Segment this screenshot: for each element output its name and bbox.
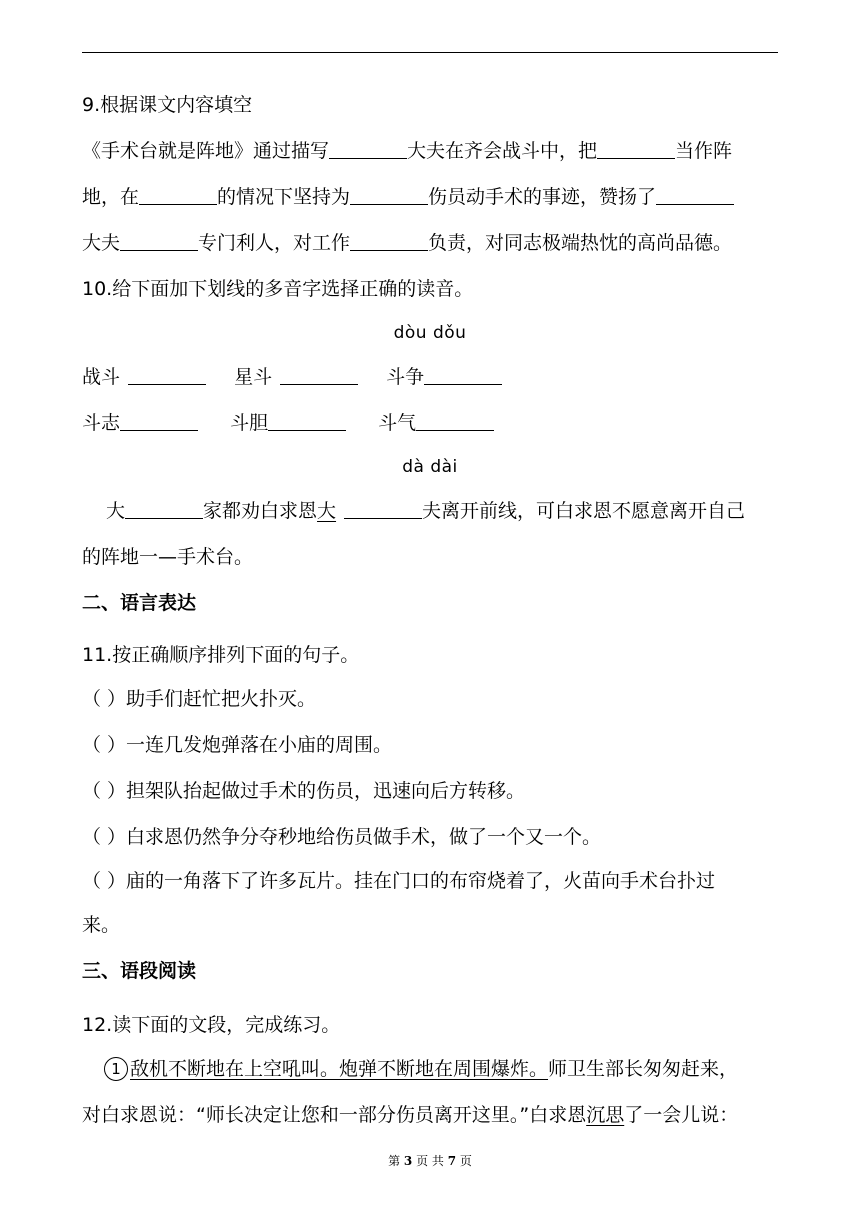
answer-blank[interactable] — [268, 410, 346, 431]
q9-line3: 大夫 专门利人，对工作 负责，对同志极端热忱的高尚品德。 — [82, 232, 733, 254]
answer-blank[interactable] — [597, 138, 675, 159]
q10-row2: 斗志 斗胆 斗气 — [82, 410, 782, 436]
answer-blank[interactable] — [344, 498, 422, 519]
q11-item-continuation: 来。 — [82, 914, 121, 936]
q11-item[interactable]: （ ）白求恩仍然争分夺秒地给伤员做手术，做了一个又一个。 — [82, 826, 602, 848]
q11-title: 11.按正确顺序排列下面的句子。 — [82, 644, 360, 666]
pinyin-options-dou: dòu dǒu — [393, 323, 467, 343]
q11-item[interactable]: （ ）担架队抬起做过手术的伤员，迅速向后方转移。 — [82, 780, 526, 802]
q11-item[interactable]: （ ）一连几发炮弹落在小庙的周围。 — [82, 734, 393, 756]
answer-blank[interactable] — [139, 184, 217, 205]
header-rule — [82, 52, 778, 53]
answer-blank[interactable] — [120, 230, 198, 251]
section-heading-reading: 三、语段阅读 — [82, 960, 197, 982]
q9-line1: 《手术台就是阵地》通过描写 大夫在齐会战斗中，把 当作阵 — [82, 140, 733, 162]
q12-paragraph-line1: 1 敌机不断地在上空吼叫。炮弹不断地在周围爆炸。师卫生部长匆匆赶来， — [104, 1056, 804, 1082]
answer-blank[interactable] — [128, 364, 206, 385]
q10-row1: 战斗 星斗 斗争 — [82, 364, 782, 390]
answer-blank[interactable] — [350, 184, 428, 205]
q9-line2: 地，在 的情况下坚持为 伤员动手术的事迹，赞扬了 — [82, 184, 782, 210]
answer-blank[interactable] — [350, 230, 428, 251]
section-heading-expression: 二、语言表达 — [82, 592, 197, 614]
answer-blank[interactable] — [280, 364, 358, 385]
answer-blank[interactable] — [329, 138, 407, 159]
q12-paragraph-line2: 对白求恩说：“师长决定让您和一部分伤员离开这里。”白求恩沉思了一会儿说： — [82, 1104, 739, 1126]
q10-sentence-line2: 的阵地一—手术台。 — [82, 546, 254, 568]
answer-blank[interactable] — [424, 364, 502, 385]
q11-item[interactable]: （ ）庙的一角落下了许多瓦片。挂在门口的布帘烧着了，火苗向手术台扑过 — [82, 870, 716, 892]
answer-blank[interactable] — [656, 184, 734, 205]
answer-blank[interactable] — [125, 498, 203, 519]
pinyin-options-da: dà dài — [402, 457, 458, 477]
q11-item[interactable]: （ ）助手们赶忙把火扑灭。 — [82, 688, 317, 710]
q10-title: 10.给下面加下划线的多音字选择正确的读音。 — [82, 278, 474, 300]
circled-number: 1 — [104, 1057, 128, 1081]
q10-sentence-line1: 大 家都劝白求恩大 夫离开前线，可白求恩不愿意离开自己 — [106, 500, 746, 522]
q9-title: 9.根据课文内容填空 — [82, 94, 253, 116]
answer-blank[interactable] — [416, 410, 494, 431]
q12-title: 12.读下面的文段，完成练习。 — [82, 1014, 341, 1036]
answer-blank[interactable] — [120, 410, 198, 431]
page-footer: 第 3 页 共 7 页 — [388, 1154, 472, 1168]
